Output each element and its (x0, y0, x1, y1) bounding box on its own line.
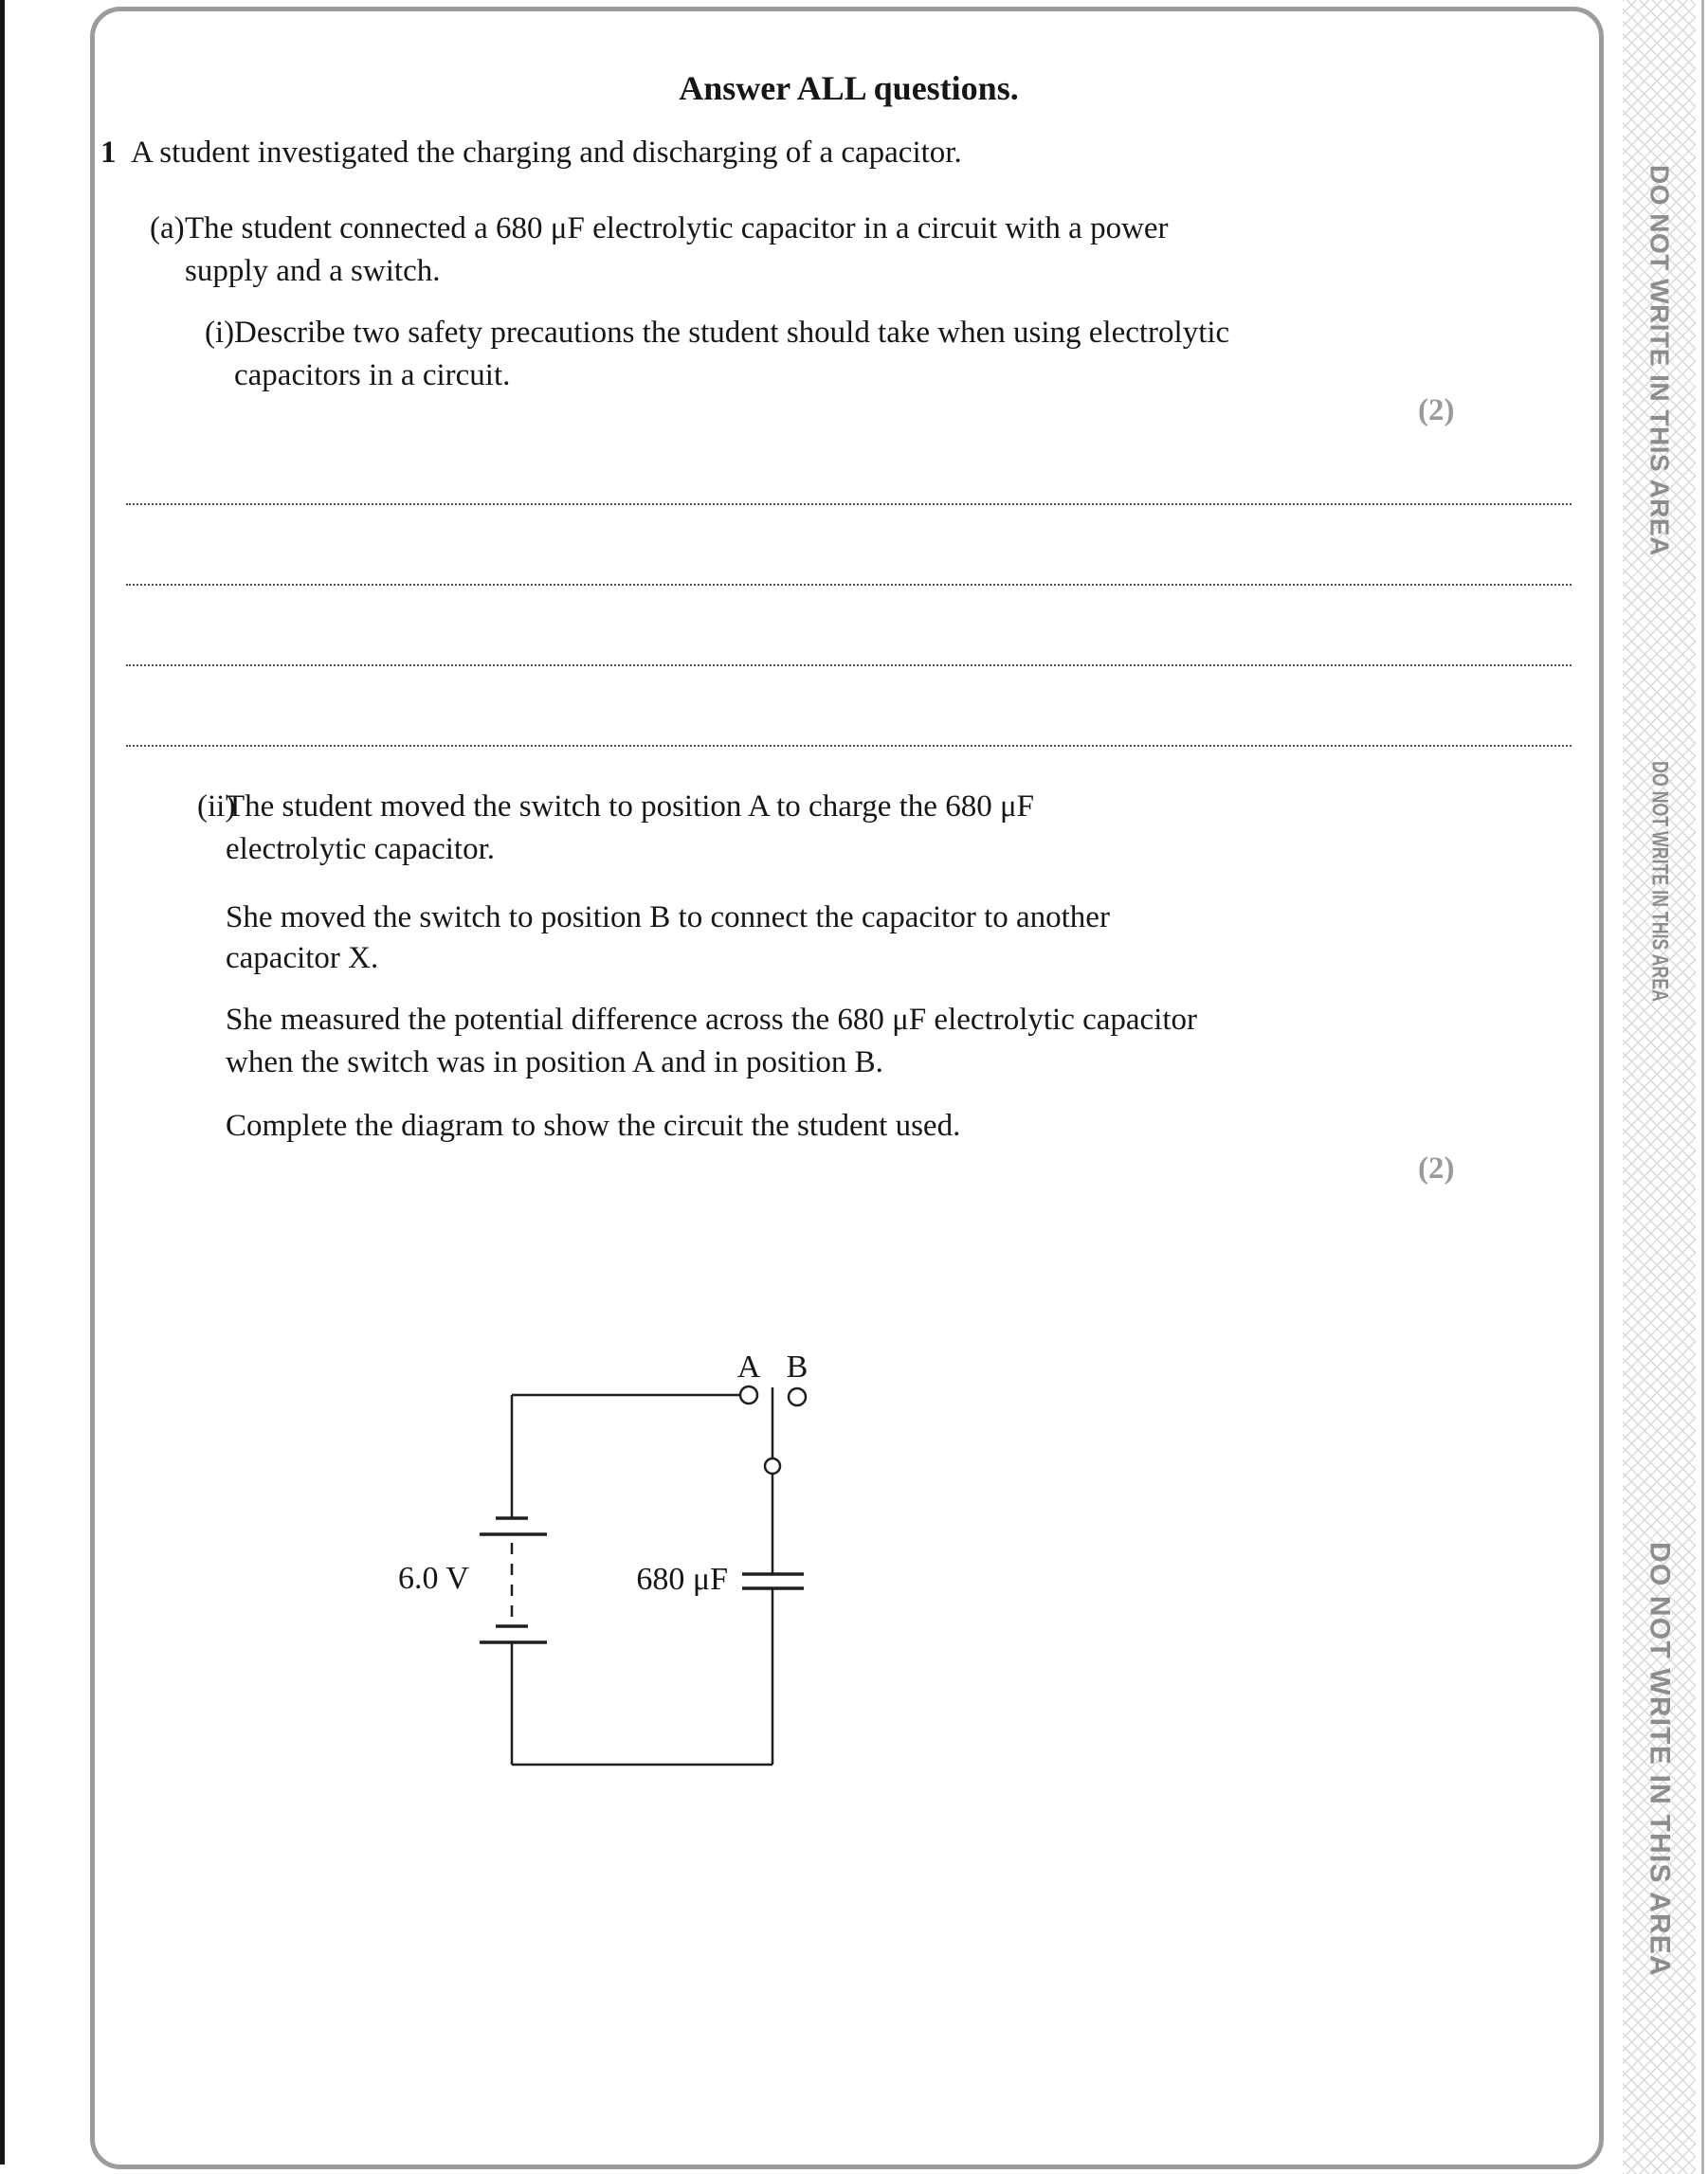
part-a-text-line: The student connected a 680 μF electrolytic capacitor in a circuit with a power (185, 211, 1169, 245)
question-number: 1 (100, 136, 117, 170)
part-ii-label: (ii) (197, 789, 236, 824)
capacitor-value-label: 680 μF (636, 1562, 728, 1597)
switch-contact-a (740, 1386, 757, 1404)
answer-dotted-line (126, 503, 1572, 505)
battery-value-label: 6.0 V (398, 1561, 469, 1596)
part-ii-text-line: She measured the potential difference across the 680 μF electrolytic capacitor (226, 1003, 1198, 1037)
do-not-write-margin (1623, 0, 1696, 2174)
circuit-diagram (360, 1327, 1024, 1857)
switch-label-b: B (786, 1350, 809, 1385)
answer-dotted-line (126, 664, 1572, 666)
page-edge-rule-right (1701, 0, 1704, 2174)
part-ii-text-line: The student moved the switch to position A to charge the 680 μF (226, 789, 1034, 824)
switch-pole-terminal (765, 1458, 780, 1474)
part-ii-text-line: Complete the diagram to show the circuit the student used. (226, 1109, 961, 1143)
switch-label-a: A (736, 1350, 761, 1385)
part-ii-text-line: when the switch was in position A and in position B. (226, 1045, 883, 1079)
part-i-text-line: capacitors in a circuit. (234, 358, 511, 392)
do-not-write-watermark: DO NOT WRITE IN THIS AREA (1646, 761, 1673, 1002)
question-intro: A student investigated the charging and discharging of a capacitor. (131, 136, 962, 170)
marks-badge: (2) (1418, 393, 1455, 427)
part-ii-text-line: She moved the switch to position B to connect the capacitor to another (226, 900, 1110, 934)
do-not-write-watermark: DO NOT WRITE IN THIS AREA (1644, 1542, 1676, 1977)
part-ii-text-line: electrolytic capacitor. (226, 832, 496, 866)
marks-badge: (2) (1418, 1151, 1455, 1186)
do-not-write-watermark: DO NOT WRITE IN THIS AREA (1644, 165, 1675, 556)
section-instruction: Answer ALL questions. (679, 69, 1019, 107)
part-i-label: (i) (205, 316, 235, 350)
answer-dotted-line (126, 584, 1572, 586)
part-i-text-line: Describe two safety precautions the student should take when using electrolytic (234, 316, 1230, 350)
part-a-text-line: supply and a switch. (185, 254, 441, 288)
part-a-label: (a) (150, 211, 185, 245)
answer-dotted-line (126, 745, 1572, 747)
switch-contact-b (789, 1388, 806, 1405)
part-ii-text-line: capacitor X. (226, 941, 379, 975)
page-edge-rule (0, 0, 5, 2165)
